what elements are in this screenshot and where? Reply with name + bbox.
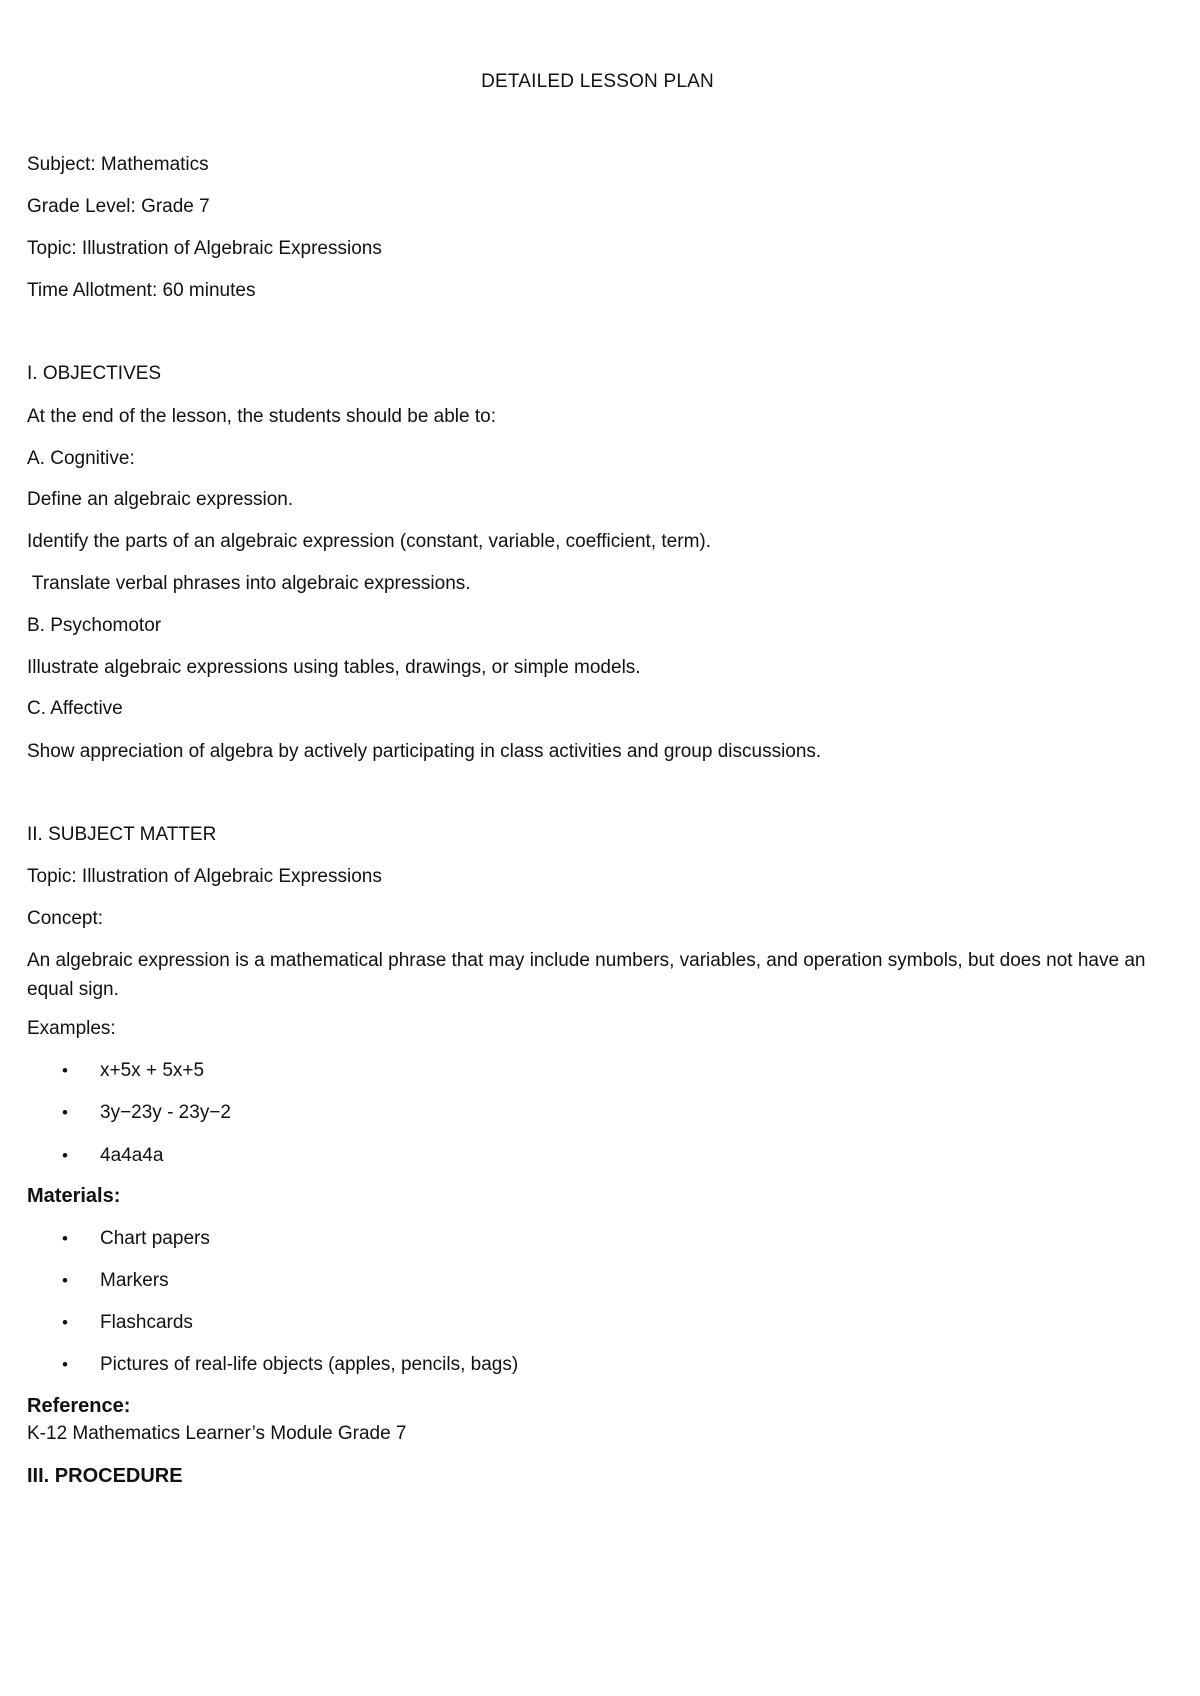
materials-list-item — [62, 1353, 518, 1377]
material-text: Markers — [100, 1270, 169, 1291]
bullet-icon: • — [62, 1271, 68, 1290]
example-list-item — [62, 1101, 231, 1125]
grade-level-line: Grade Level: Grade 7 — [27, 196, 210, 217]
subject-line: Subject: Mathematics — [27, 154, 209, 175]
material-text: Pictures of real-life objects (apples, pencils, bags) — [100, 1354, 519, 1375]
cognitive-item: Define an algebraic expression. — [27, 489, 294, 510]
topic-line: Topic: Illustration of Algebraic Expressions — [27, 238, 382, 259]
reference-label: Reference: — [27, 1395, 131, 1417]
concept-text: An algebraic expression is a mathematical phrase that may include numbers, variables, and operation symbols, but does not have an equal sign. — [27, 950, 1146, 1000]
bullet-icon: • — [62, 1146, 68, 1165]
example-expression: 4a4a4a — [100, 1145, 164, 1166]
bullet-icon: • — [62, 1103, 68, 1122]
material-text: Chart papers — [100, 1228, 210, 1249]
subject-matter-heading: II. SUBJECT MATTER — [27, 824, 217, 845]
example-list-item — [62, 1059, 204, 1083]
bullet-icon: • — [62, 1313, 68, 1332]
cognitive-item: Translate verbal phrases into algebraic expressions. — [27, 573, 471, 594]
materials-label: Materials: — [27, 1185, 121, 1207]
example-list-item — [62, 1144, 163, 1168]
objectives-heading: I. OBJECTIVES — [27, 363, 162, 384]
affective-item: Show appreciation of algebra by actively participating in class activities and group discussions. — [27, 741, 822, 762]
document-title: DETAILED LESSON PLAN — [481, 71, 714, 92]
materials-list-item — [62, 1269, 169, 1293]
example-expression: x+5x + 5x+5 — [100, 1060, 205, 1081]
material-text: Flashcards — [100, 1312, 193, 1333]
affective-label: C. Affective — [27, 698, 123, 719]
cognitive-label: A. Cognitive: — [27, 448, 135, 469]
concept-label: Concept: — [27, 908, 104, 929]
cognitive-item: Identify the parts of an algebraic expression (constant, variable, coefficient, term). — [27, 531, 711, 552]
bullet-icon: • — [62, 1229, 68, 1248]
objectives-intro: At the end of the lesson, the students should be able to: — [27, 406, 496, 427]
psychomotor-item: Illustrate algebraic expressions using tables, drawings, or simple models. — [27, 657, 641, 678]
subject-matter-topic: Topic: Illustration of Algebraic Expressions — [27, 866, 382, 887]
psychomotor-label: B. Psychomotor — [27, 615, 162, 636]
examples-label: Examples: — [27, 1018, 116, 1039]
time-allotment-line: Time Allotment: 60 minutes — [27, 280, 256, 301]
materials-list-item — [62, 1311, 193, 1335]
bullet-icon: • — [62, 1061, 68, 1080]
example-expression: 3y−23y - 23y−2 — [100, 1102, 231, 1123]
materials-list-item — [62, 1227, 210, 1251]
procedure-heading: III. PROCEDURE — [27, 1465, 183, 1487]
bullet-icon: • — [62, 1355, 68, 1374]
reference-text: K-12 Mathematics Learner’s Module Grade 7 — [27, 1423, 407, 1444]
